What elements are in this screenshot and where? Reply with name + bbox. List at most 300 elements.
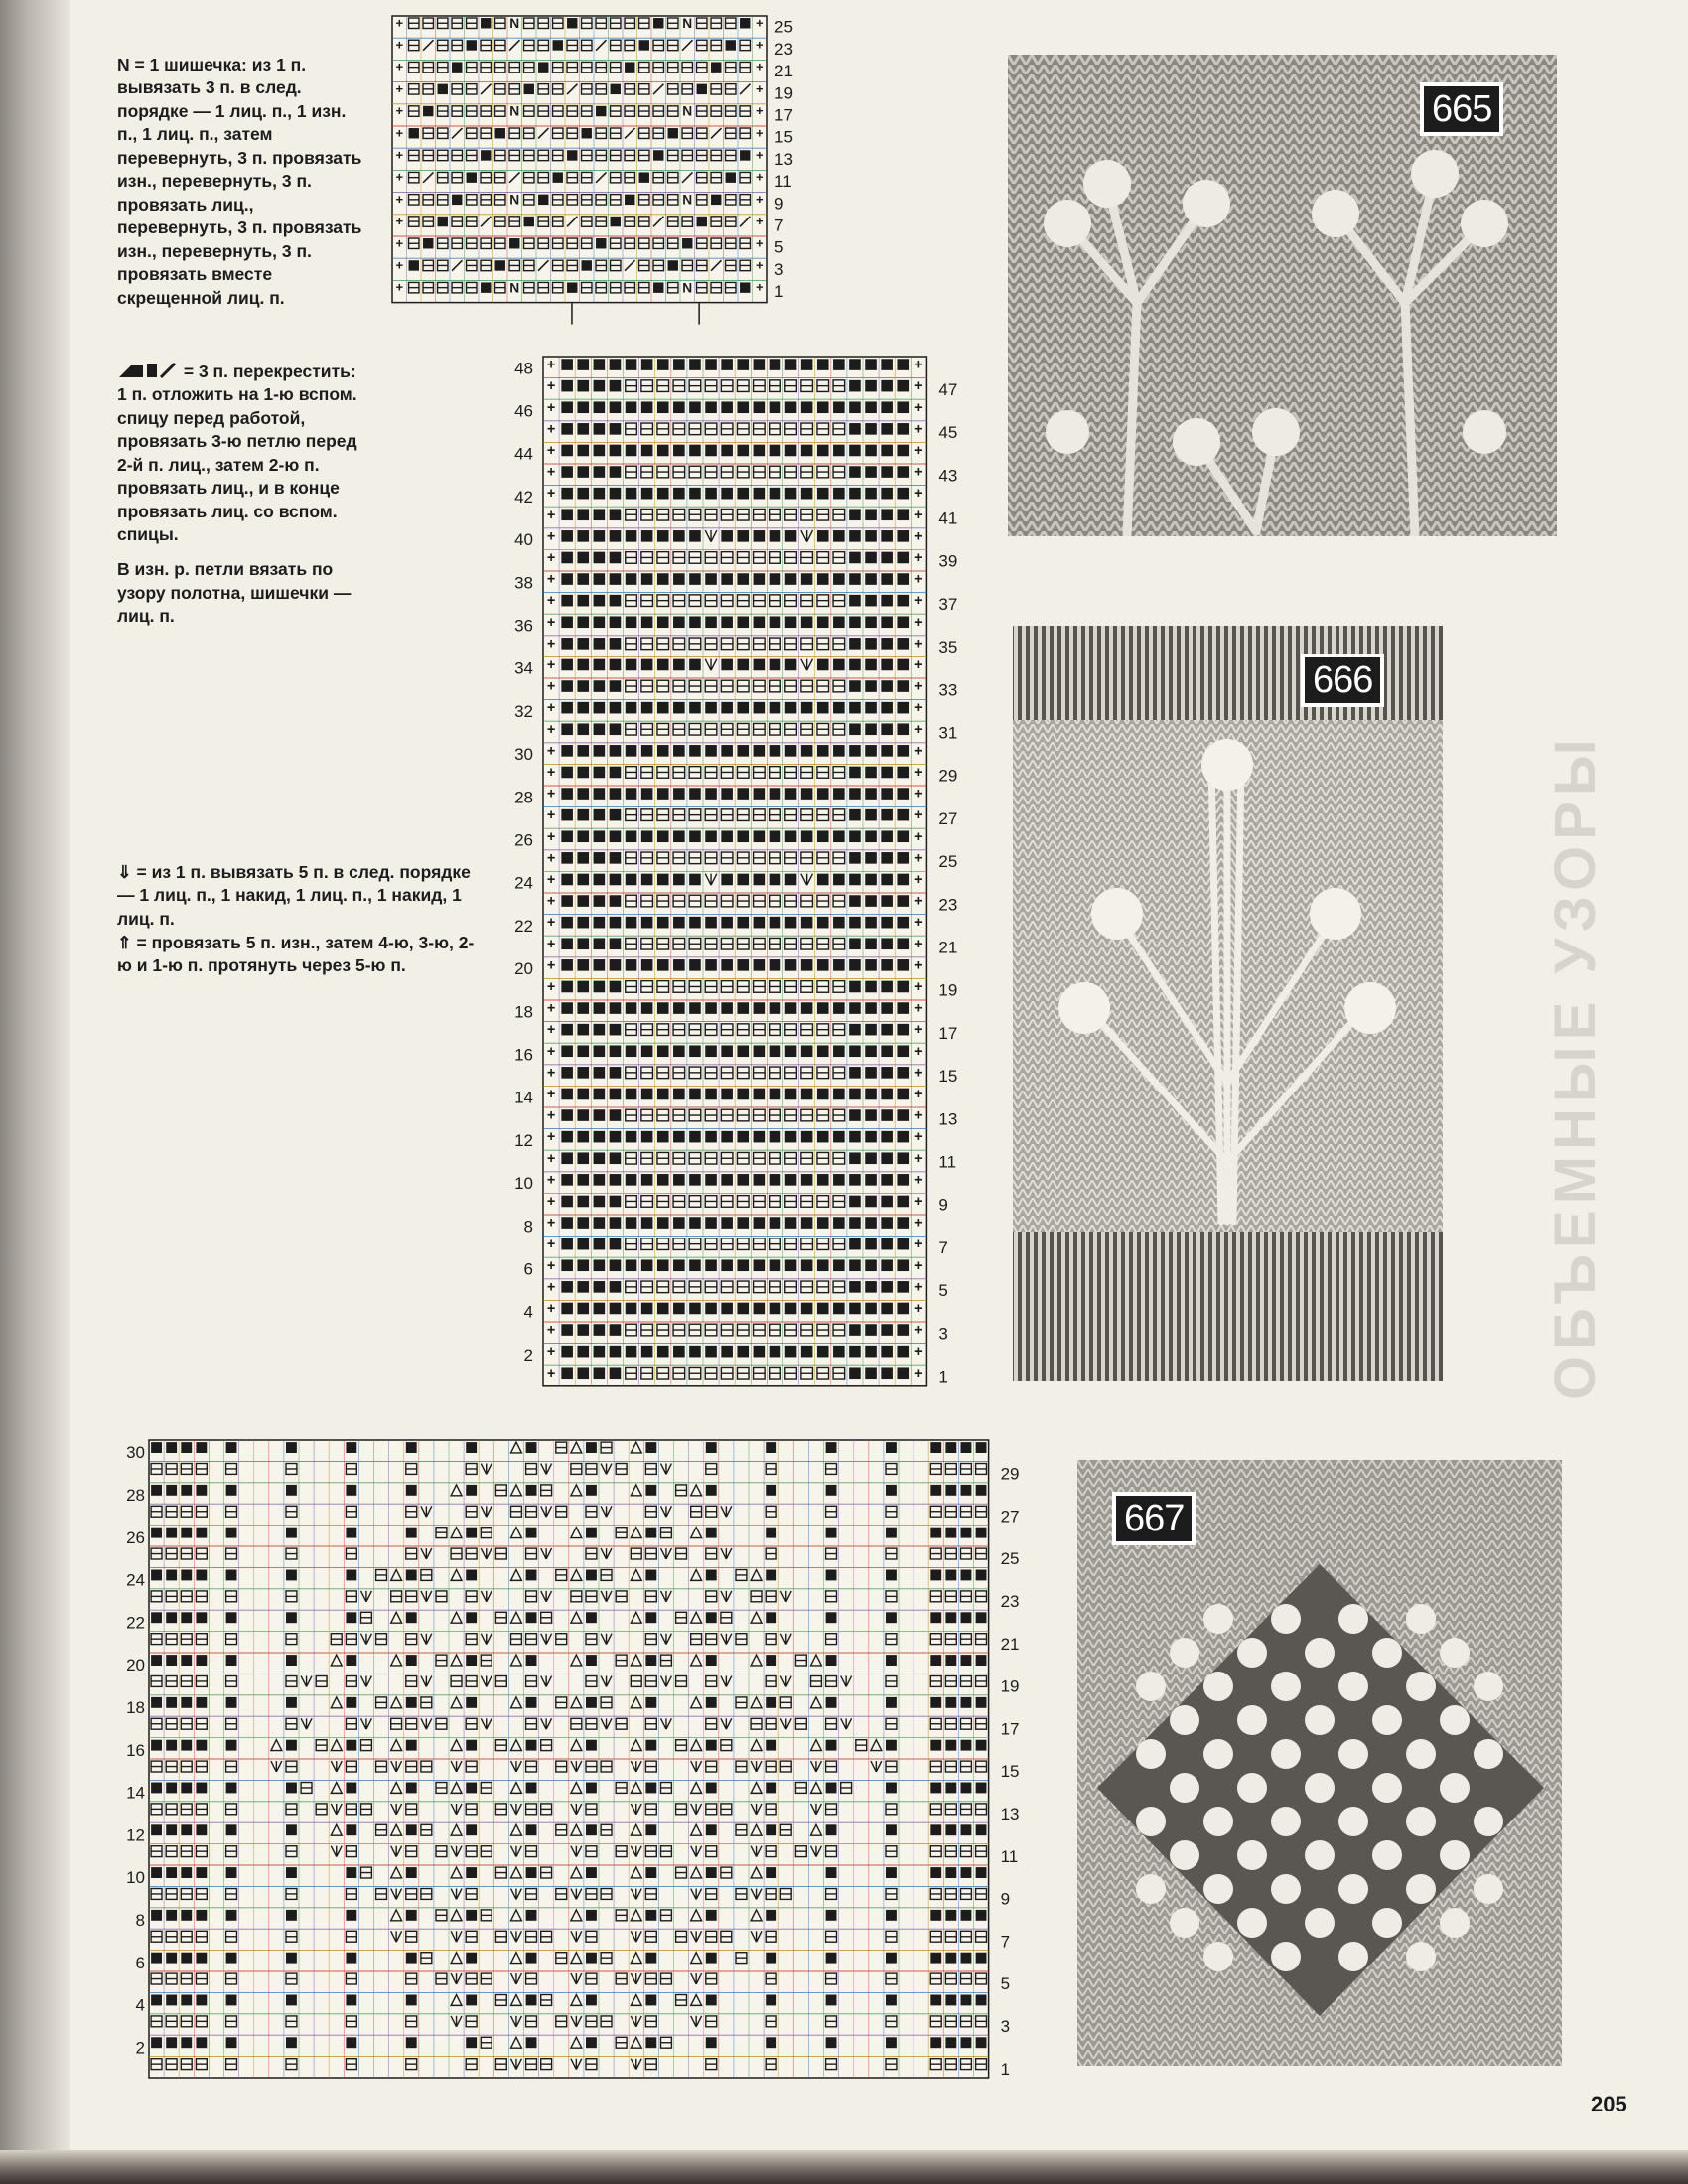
decrease-symbol: ⇑: [117, 932, 132, 952]
knit-cell-black: [833, 1346, 845, 1358]
knit-cell-black: [801, 1346, 813, 1358]
row-number-right: 13: [1000, 1804, 1020, 1823]
knit-cell-black: [645, 1783, 656, 1794]
knit-cell-black: [766, 1910, 776, 1921]
edge-cell: +: [914, 1043, 923, 1060]
knit-cell-black: [833, 745, 845, 757]
edge-cell: +: [546, 1043, 556, 1060]
edge-cell: +: [395, 169, 404, 185]
knit-cell-black: [586, 1570, 597, 1581]
knit-cell-black: [881, 1045, 893, 1057]
knit-cell-black: [657, 917, 669, 929]
knit-cell-black: [286, 1570, 297, 1581]
knit-cell-black: [577, 1324, 589, 1336]
knit-cell-black: [833, 959, 845, 971]
knit-cell-black: [897, 1303, 909, 1315]
knit-cell-black: [849, 659, 861, 671]
edge-cell: +: [546, 656, 556, 673]
knit-cell-black: [754, 359, 766, 370]
knit-cell-black: [610, 1217, 622, 1229]
knit-cell-black: [226, 1867, 237, 1878]
knit-cell-black: [766, 1953, 776, 1964]
knit-cell-black: [467, 172, 477, 182]
knit-cell-black: [594, 595, 606, 607]
knit-cell-black: [754, 959, 766, 971]
bobble: [1203, 1874, 1233, 1904]
knit-cell-black: [754, 745, 766, 757]
knit-cell-black: [754, 874, 766, 886]
knit-cell-black: [526, 1612, 537, 1623]
knit-cell-black: [897, 852, 909, 864]
knit-cell-black: [610, 680, 622, 692]
knit-cell-black: [706, 1867, 717, 1878]
knit-cell-black: [226, 1528, 237, 1538]
bobble: [1372, 1705, 1402, 1735]
knit-cell-black: [594, 573, 606, 585]
knit-cell-black: [881, 423, 893, 435]
knit-cell-black: [721, 1174, 733, 1186]
knit-cell-black: [561, 638, 573, 650]
knit-cell-black: [826, 1655, 837, 1666]
knit-cell-black: [801, 573, 813, 585]
bobble: [1271, 1942, 1301, 1971]
knit-cell-black: [526, 1995, 537, 2006]
knit-cell-black: [705, 1089, 717, 1100]
knit-cell-black: [705, 1045, 717, 1057]
knit-cell-black: [865, 938, 877, 949]
edge-cell: +: [395, 235, 404, 251]
knit-cell-black: [770, 359, 781, 370]
knit-cell-black: [881, 595, 893, 607]
knit-cell-black: [865, 1089, 877, 1100]
edge-cell: +: [914, 721, 923, 738]
knit-cell-black: [346, 1910, 356, 1921]
knit-cell-black: [817, 573, 829, 585]
knit-cell-black: [976, 1697, 987, 1708]
knit-cell-black: [897, 380, 909, 392]
knit-cell-black: [657, 1346, 669, 1358]
photo-667: [1077, 1460, 1562, 2066]
knit-cell-black: [721, 1303, 733, 1315]
edge-cell: +: [914, 1257, 923, 1274]
knit-cell-black: [577, 959, 589, 971]
knit-cell-black: [657, 1303, 669, 1315]
knit-cell-black: [406, 1783, 417, 1794]
knit-cell-black: [657, 659, 669, 671]
knit-cell-black: [721, 745, 733, 757]
knit-cell-black: [886, 1612, 897, 1623]
knit-cell-black: [668, 260, 678, 270]
edge-cell: +: [546, 1022, 556, 1039]
knit-cell-black: [770, 959, 781, 971]
knit-cell-black: [406, 1740, 417, 1751]
knit-cell-black: [594, 1131, 606, 1143]
knit-cell-black: [657, 401, 669, 413]
knit-cell-black: [737, 359, 749, 370]
knit-cell-black: [945, 1953, 956, 1964]
knit-cell-black: [553, 172, 563, 182]
bobble: [1305, 1638, 1335, 1668]
knit-cell-black: [610, 1346, 622, 1358]
knit-cell-black: [166, 1528, 177, 1538]
knit-cell-black: [645, 1655, 656, 1666]
knit-cell-black: [897, 745, 909, 757]
knit-cell-black: [721, 917, 733, 929]
knit-cell-black: [594, 1238, 606, 1250]
knit-cell-black: [785, 1217, 797, 1229]
knit-cell-black: [849, 595, 861, 607]
edge-cell: +: [914, 786, 923, 802]
knit-cell-black: [849, 359, 861, 370]
knit-cell-black: [594, 659, 606, 671]
knit-cell-black: [897, 1259, 909, 1271]
knit-cell-black: [945, 1697, 956, 1708]
knit-cell-black: [785, 1002, 797, 1014]
bobble: [1271, 1739, 1301, 1769]
knit-cell-black: [626, 702, 637, 714]
knit-cell-black: [577, 723, 589, 735]
knit-cell-black: [711, 62, 721, 72]
knit-cell-black: [897, 959, 909, 971]
knit-cell-black: [561, 1131, 573, 1143]
knit-cell-black: [770, 488, 781, 500]
knit-cell-black: [594, 981, 606, 993]
knit-cell-black: [657, 1045, 669, 1057]
edge-cell: +: [755, 147, 764, 163]
knit-cell-black: [181, 1612, 192, 1623]
bobble-cell: N: [682, 280, 693, 296]
knit-cell-black: [697, 84, 707, 94]
row-number-left: 44: [514, 444, 533, 464]
knit-cell-black: [524, 217, 534, 226]
knit-cell-black: [945, 1528, 956, 1538]
knit-cell-black: [754, 401, 766, 413]
knit-cell-black: [770, 1303, 781, 1315]
bobble-cell: N: [509, 103, 520, 119]
knit-cell-black: [897, 767, 909, 779]
bobble: [1271, 1604, 1301, 1634]
row-number-left: 10: [514, 1174, 533, 1194]
knit-cell-black: [945, 1570, 956, 1581]
row-number-right: 35: [938, 638, 958, 657]
knit-cell-black: [226, 1783, 237, 1794]
knit-cell-black: [785, 1303, 797, 1315]
knit-cell-black: [626, 659, 637, 671]
edge-cell: +: [546, 743, 556, 760]
knit-cell-black: [706, 1697, 717, 1708]
knit-cell-black: [849, 1045, 861, 1057]
bobble: [1237, 1773, 1267, 1803]
knit-cell-black: [897, 1346, 909, 1358]
knit-cell-black: [849, 1067, 861, 1079]
bobble: [1170, 1638, 1199, 1668]
knit-cell-black: [881, 723, 893, 735]
knit-cell-black: [801, 445, 813, 457]
bobble: [1170, 1705, 1199, 1735]
knit-cell-black: [865, 1217, 877, 1229]
knit-cell-black: [849, 830, 861, 842]
knit-cell-black: [766, 1995, 776, 2006]
knit-cell-black: [881, 380, 893, 392]
row-number-right: 19: [774, 83, 793, 103]
knit-cell-black: [770, 788, 781, 800]
knit-cell-black: [653, 282, 663, 292]
edge-cell: +: [914, 549, 923, 566]
knit-cell-black: [754, 1089, 766, 1100]
knit-cell-black: [645, 1740, 656, 1751]
edge-cell: +: [914, 528, 923, 545]
knit-cell-black: [689, 1002, 701, 1014]
edge-cell: +: [546, 1215, 556, 1232]
knit-cell-black: [657, 359, 669, 370]
knit-cell-black: [849, 1174, 861, 1186]
knit-cell-black: [897, 1174, 909, 1186]
knit-cell-black: [770, 616, 781, 628]
knit-cell-black: [645, 1570, 656, 1581]
knit-cell-black: [641, 1217, 653, 1229]
knit-cell-black: [626, 573, 637, 585]
knit-cell-black: [641, 445, 653, 457]
knit-cell-black: [881, 874, 893, 886]
knit-cell-black: [226, 1612, 237, 1623]
row-number-right: 15: [938, 1067, 958, 1087]
knit-cell-black: [754, 1174, 766, 1186]
knit-cell-black: [754, 788, 766, 800]
knit-cell-black: [626, 359, 637, 370]
knit-cell-black: [961, 1485, 972, 1496]
knit-cell-black: [673, 530, 685, 542]
knit-cell-black: [561, 1259, 573, 1271]
knit-cell-black: [673, 445, 685, 457]
knit-cell-black: [151, 2037, 162, 2048]
row-number-left: 4: [523, 1302, 533, 1322]
edge-cell: +: [546, 936, 556, 952]
knit-cell-black: [865, 788, 877, 800]
knit-cell-black: [657, 1131, 669, 1143]
knit-cell-black: [817, 959, 829, 971]
bobble: [1406, 1807, 1436, 1836]
edge-cell: +: [395, 214, 404, 229]
knit-cell-black: [577, 895, 589, 907]
knit-cell-black: [577, 359, 589, 370]
knit-cell-black: [706, 1612, 717, 1623]
knit-cell-black: [881, 852, 893, 864]
knit-cell-black: [976, 2037, 987, 2048]
knit-cell-black: [849, 1131, 861, 1143]
knit-cell-black: [886, 1570, 897, 1581]
row-number-left: 28: [126, 1485, 145, 1505]
knit-cell-black: [673, 745, 685, 757]
knit-cell-black: [196, 1442, 207, 1453]
row-number-left: 22: [126, 1613, 145, 1633]
knit-cell-black: [641, 1259, 653, 1271]
knit-cell-black: [737, 830, 749, 842]
knit-cell-black: [166, 1485, 177, 1496]
knit-cell-black: [594, 745, 606, 757]
knit-cell-black: [801, 788, 813, 800]
knit-cell-black: [286, 1824, 297, 1835]
knit-cell-black: [610, 895, 622, 907]
knit-cell-black: [961, 1867, 972, 1878]
knit-cell-black: [196, 1783, 207, 1794]
row-number-left: 30: [126, 1443, 145, 1463]
edge-cell: +: [914, 614, 923, 631]
knit-cell-black: [645, 1867, 656, 1878]
knit-cell-black: [594, 423, 606, 435]
knit-cell-black: [645, 2037, 656, 2048]
row-number-right: 25: [938, 852, 958, 872]
knit-cell-black: [785, 488, 797, 500]
knit-cell-black: [561, 788, 573, 800]
knit-cell-black: [561, 488, 573, 500]
knit-cell-black: [346, 1655, 356, 1666]
knit-cell-black: [406, 1570, 417, 1581]
knit-cell-black: [481, 18, 491, 28]
knit-cell-black: [561, 595, 573, 607]
knit-cell-black: [526, 1824, 537, 1835]
knit-cell-black: [645, 1442, 656, 1453]
knit-cell-black: [833, 1131, 845, 1143]
knit-cell-black: [610, 1324, 622, 1336]
knit-cell-black: [689, 530, 701, 542]
knit-cell-black: [166, 1655, 177, 1666]
knit-cell-black: [770, 1089, 781, 1100]
knit-cell-black: [626, 1217, 637, 1229]
knit-cell-black: [881, 488, 893, 500]
knit-cell-black: [610, 401, 622, 413]
knit-cell-black: [689, 616, 701, 628]
edge-cell: +: [914, 1172, 923, 1189]
bobble: [1440, 1638, 1470, 1668]
row-number-right: 1: [774, 282, 784, 302]
edge-cell: +: [546, 1257, 556, 1274]
knit-cell-black: [452, 62, 462, 72]
knit-cell-black: [865, 380, 877, 392]
knit-cell-black: [151, 1570, 162, 1581]
knit-cell-black: [881, 1152, 893, 1164]
row-number-left: 32: [514, 701, 533, 721]
row-number-right: 13: [938, 1109, 958, 1129]
knit-cell-black: [833, 788, 845, 800]
knit-cell-black: [594, 1217, 606, 1229]
knit-cell-black: [801, 830, 813, 842]
knit-cell-black: [226, 1995, 237, 2006]
knit-cell-black: [801, 1045, 813, 1057]
knit-cell-black: [740, 150, 750, 160]
knit-cell-black: [897, 1131, 909, 1143]
knit-cell-black: [826, 1612, 837, 1623]
row-number-right: 13: [774, 149, 793, 169]
knit-cell-black: [945, 1612, 956, 1623]
knit-cell-black: [976, 1442, 987, 1453]
knit-cell-black: [577, 1196, 589, 1208]
knit-cell-black: [849, 895, 861, 907]
knit-cell-black: [801, 1303, 813, 1315]
bobble: [1170, 1840, 1199, 1870]
edge-cell: +: [546, 721, 556, 738]
knit-cell-black: [610, 830, 622, 842]
knit-cell-black: [737, 401, 749, 413]
knit-cell-black: [577, 830, 589, 842]
knit-cell-black: [594, 552, 606, 564]
knit-cell-black: [406, 1442, 417, 1453]
knit-cell-black: [610, 595, 622, 607]
knit-cell-black: [881, 788, 893, 800]
knit-cell-black: [286, 1612, 297, 1623]
knit-cell-black: [626, 1303, 637, 1315]
knit-cell-black: [961, 1655, 972, 1666]
edge-cell: +: [914, 1365, 923, 1382]
edge-cell: +: [755, 235, 764, 251]
knit-cell-black: [865, 767, 877, 779]
knit-cell-black: [833, 659, 845, 671]
knit-cell-black: [181, 1485, 192, 1496]
knit-cell-black: [594, 1089, 606, 1100]
knit-cell-black: [673, 359, 685, 370]
knit-cell-black: [897, 1045, 909, 1057]
knit-cell-black: [817, 616, 829, 628]
knit-cell-black: [586, 1995, 597, 2006]
bobble: [1338, 1874, 1368, 1904]
edge-cell: +: [546, 421, 556, 438]
knit-cell-black: [740, 18, 750, 28]
row-number-right: 5: [1000, 1974, 1011, 1994]
knit-cell-black: [406, 1953, 417, 1964]
knit-cell-black: [689, 445, 701, 457]
bobble-cell: N: [682, 15, 693, 31]
knit-cell-black: [886, 1655, 897, 1666]
knit-cell-black: [930, 1740, 941, 1751]
knit-cell-black: [721, 1089, 733, 1100]
knit-cell-black: [770, 830, 781, 842]
row-number-right: 21: [938, 938, 958, 957]
knit-cell-black: [196, 1697, 207, 1708]
knit-cell-black: [286, 2037, 297, 2048]
knit-cell-black: [582, 128, 592, 138]
knit-cell-black: [785, 573, 797, 585]
edge-cell: +: [914, 464, 923, 481]
knit-cell-black: [151, 1485, 162, 1496]
knit-cell-black: [346, 1528, 356, 1538]
row-number-right: 7: [1000, 1932, 1011, 1952]
bobble: [1237, 1705, 1267, 1735]
knit-cell-black: [467, 40, 477, 50]
knit-cell-black: [705, 959, 717, 971]
knit-cell-black: [639, 40, 649, 50]
bobble-symbol: N: [117, 54, 130, 74]
knit-cell-black: [641, 1174, 653, 1186]
knit-cell-black: [849, 1152, 861, 1164]
knit-cell-black: [682, 238, 692, 248]
edge-cell: +: [546, 1237, 556, 1253]
knit-cell-black: [577, 488, 589, 500]
edge-cell: +: [914, 1022, 923, 1039]
knit-cell-black: [561, 1281, 573, 1293]
knit-cell-black: [721, 1045, 733, 1057]
knit-cell-black: [577, 917, 589, 929]
knit-cell-black: [897, 573, 909, 585]
knit-cell-black: [610, 745, 622, 757]
knit-cell-black: [826, 1570, 837, 1581]
bobble: [1136, 1672, 1166, 1701]
knit-cell-black: [785, 874, 797, 886]
knit-cell-black: [689, 959, 701, 971]
row-number-right: 15: [774, 127, 793, 147]
bobble: [1406, 1942, 1436, 1971]
knit-cell-black: [561, 767, 573, 779]
knit-cell-black: [770, 1002, 781, 1014]
knit-cell-black: [553, 40, 563, 50]
